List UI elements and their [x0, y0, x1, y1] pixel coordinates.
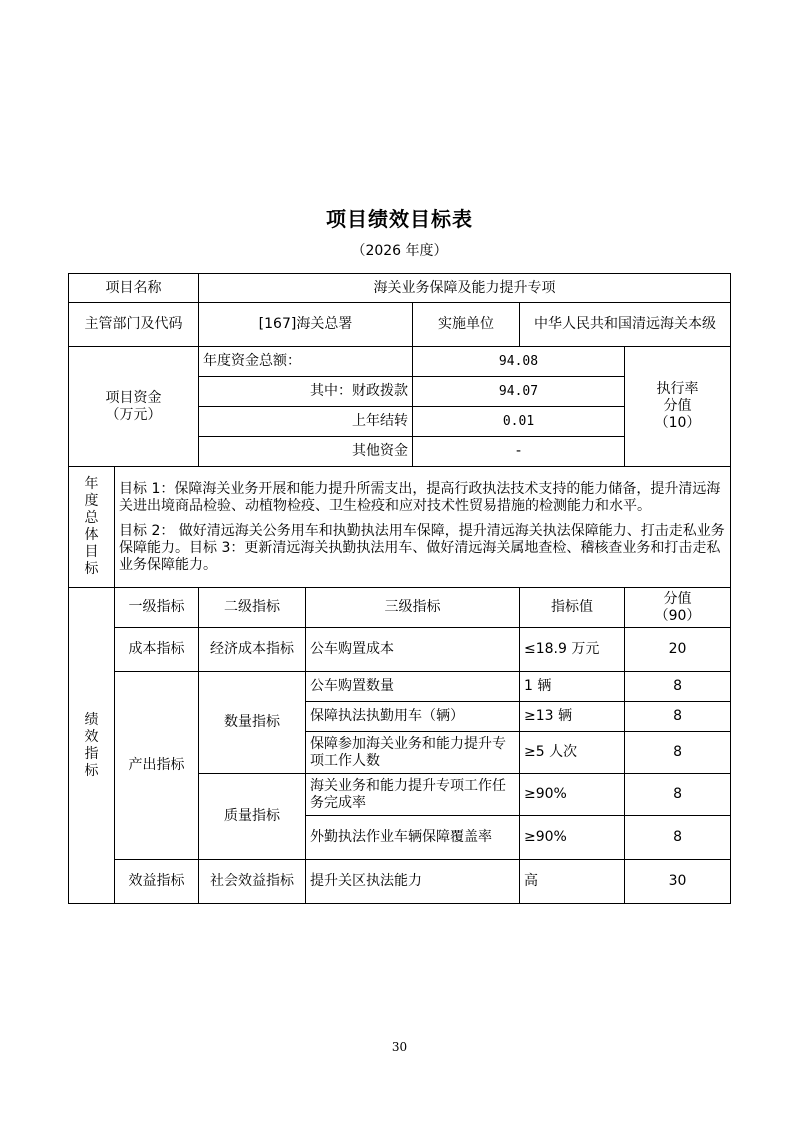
funds-label-line2: （万元）: [105, 406, 162, 423]
rate-line1: 执行率: [656, 381, 699, 397]
performance-goal-table: [68, 273, 731, 904]
table-row-level3: 保障参加海关业务和能力提升专项工作人数: [306, 732, 520, 774]
funds-other-value: -: [413, 437, 625, 467]
header-score-line1: 分值: [663, 590, 692, 607]
header-score-line2: （90）: [654, 607, 701, 624]
impl-unit-value: 中华人民共和国清远海关本级: [520, 303, 731, 347]
benefit-value: 高: [520, 860, 625, 904]
header-value: 指标值: [520, 588, 625, 628]
table-row-score: 8: [625, 774, 731, 816]
quantity-level2: 数量指标: [199, 672, 306, 774]
benefit-score: 30: [625, 860, 731, 904]
goal-2-text: 目标 2： 做好清远海关公务用车和执勤执法用车保障，提升清远海关执法保障能力、打击走私业务保障能力。目标 3：更新清远海关执勤执法用车、做好清远海关属地查检、稽核查业务和打击走私业务保障能力。: [119, 522, 725, 573]
table-row-score: 8: [625, 732, 731, 774]
funds-label-line1: 项目资金: [105, 389, 162, 406]
goal-label-char: 标: [84, 561, 99, 577]
dept-label: 主管部门及代码: [69, 303, 199, 347]
goal-1-text: 目标 1：保障海关业务开展和能力提升所需支出，提高行政执法技术支持的能力储备，提升清远海关进出境商品检验、动植物检疫、卫生检疫和应对技术性贸易措施的检测能力和水平。: [119, 480, 721, 514]
header-level1: 一级指标: [115, 588, 199, 628]
funds-total-label: 年度资金总额：: [199, 347, 413, 377]
rate-line2: 分值: [663, 398, 692, 414]
benefit-level3: 提升关区执法能力: [306, 860, 520, 904]
funds-total-value: 94.08: [413, 347, 625, 377]
annual-goals-label: [69, 467, 115, 588]
goal-label-char: 目: [84, 544, 99, 560]
funds-carryover-label: 上年结转: [199, 407, 413, 437]
output-level1: 产出指标: [115, 672, 199, 860]
cost-value: ≤18.9 万元: [520, 628, 625, 672]
table-row-level3: 外勤执法作业车辆保障覆盖率: [306, 816, 520, 860]
table-row-score: 8: [625, 702, 731, 732]
indicator-label-char: 标: [84, 762, 99, 779]
header-level2: 二级指标: [199, 588, 306, 628]
funds-fiscal-value: 94.07: [413, 377, 625, 407]
table-row-score: 8: [625, 816, 731, 860]
table-row-value: 1 辆: [520, 672, 625, 702]
table-row-level3: 海关业务和能力提升专项工作任务完成率: [306, 774, 520, 816]
indicator-label-char: 绩: [84, 711, 99, 728]
dept-value: [167]海关总署: [199, 303, 413, 347]
header-level3: 三级指标: [306, 588, 520, 628]
execution-rate-score: [625, 347, 731, 467]
page-number: 30: [391, 1040, 408, 1054]
table-row-value: ≥5 人次: [520, 732, 625, 774]
table-row-value: ≥13 辆: [520, 702, 625, 732]
table-row-value: ≥90%: [520, 816, 625, 860]
funds-carryover-value: 0.01: [413, 407, 625, 437]
goal-label-char: 体: [84, 527, 99, 543]
table-row-level3: 公车购置数量: [306, 672, 520, 702]
goal-label-char: 总: [84, 510, 99, 526]
rate-line3: （10）: [654, 415, 701, 431]
quality-level2: 质量指标: [199, 774, 306, 860]
funds-label: [69, 347, 199, 467]
funds-other-label: 其他资金: [199, 437, 413, 467]
indicator-label-char: 效: [84, 728, 99, 745]
project-name-value: 海关业务保障及能力提升专项: [199, 274, 731, 303]
performance-indicators-label: [69, 588, 115, 904]
benefit-level2: 社会效益指标: [199, 860, 306, 904]
cost-score: 20: [625, 628, 731, 672]
goal-label-char: 年: [84, 476, 99, 492]
annual-goals-content: [115, 467, 731, 588]
year-subtitle: （2026 年度）: [351, 243, 448, 259]
indicator-label-char: 指: [84, 745, 99, 762]
cost-level2: 经济成本指标: [199, 628, 306, 672]
impl-unit-label: 实施单位: [413, 303, 520, 347]
header-score: [625, 588, 731, 628]
benefit-level1: 效益指标: [115, 860, 199, 904]
table-row-level3: 保障执法执勤用车（辆）: [306, 702, 520, 732]
cost-level1: 成本指标: [115, 628, 199, 672]
funds-fiscal-label: 其中：财政拨款: [199, 377, 413, 407]
table-row-score: 8: [625, 672, 731, 702]
goal-label-char: 度: [84, 493, 99, 509]
page-title: 项目绩效目标表: [326, 207, 473, 231]
cost-level3: 公车购置成本: [306, 628, 520, 672]
table-row-value: ≥90%: [520, 774, 625, 816]
project-name-label: 项目名称: [69, 274, 199, 303]
